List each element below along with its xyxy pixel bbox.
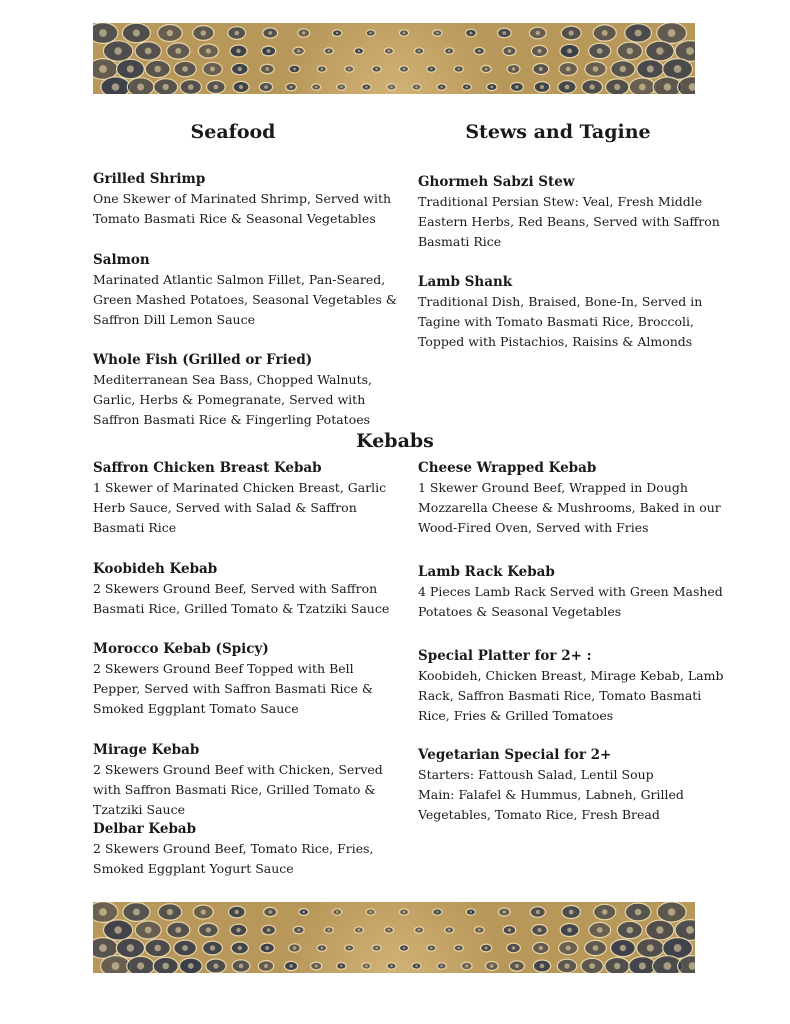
tile-dot xyxy=(478,929,481,932)
menu-item-cheese-wrapped-kebab xyxy=(418,458,721,538)
item-description xyxy=(418,478,721,538)
tile-dot xyxy=(403,68,405,70)
tile-dot xyxy=(647,66,654,73)
tile-dot xyxy=(567,928,572,933)
seafood-heading: Seafood xyxy=(190,121,276,143)
tile-dot xyxy=(239,964,244,969)
tile-dot xyxy=(239,85,243,89)
desc-line: Topped with Pistachios, Raisins & Almonds xyxy=(418,334,693,349)
tile-dot xyxy=(340,965,342,967)
tile-dot xyxy=(635,909,642,916)
tile-dot xyxy=(538,928,542,932)
kebabs-heading: Kebabs xyxy=(356,430,434,452)
desc-line: Traditional Persian Stew: Veal, Fresh Middle xyxy=(418,194,703,209)
tile-dot xyxy=(210,67,215,72)
item-name: Special Platter for 2+ : xyxy=(418,648,592,664)
menu-item-delbar-kebab xyxy=(93,819,374,879)
desc-line: One Skewer of Marinated Shrimp, Served with xyxy=(93,191,392,206)
desc-line: Wood-Fired Oven, Served with Fries xyxy=(418,520,649,535)
menu-item-mirage-kebab xyxy=(93,740,383,820)
tile-dot xyxy=(162,963,169,970)
tile-dot xyxy=(415,965,417,967)
tile-dot xyxy=(293,946,296,949)
tile-dot xyxy=(627,48,634,55)
tile-dot xyxy=(145,927,152,934)
item-description xyxy=(418,292,702,352)
tile-dot xyxy=(175,48,181,54)
tile-dot xyxy=(289,964,292,967)
tile-dot xyxy=(154,945,161,952)
tile-dot xyxy=(567,49,572,54)
tile-dot xyxy=(614,84,620,90)
tile-dot xyxy=(321,68,323,70)
tile-dot xyxy=(137,962,144,969)
tile-dot xyxy=(236,49,240,53)
desc-line: Main: Falafel & Hummus, Labneh, Grilled xyxy=(418,787,684,802)
desc-line: 4 Pieces Lamb Rack Served with Green Mashed xyxy=(418,584,723,599)
tile-dot xyxy=(206,48,211,53)
item-description xyxy=(93,189,391,229)
tile-dot xyxy=(415,86,417,88)
tile-dot xyxy=(358,929,360,931)
tile-dot xyxy=(639,84,646,91)
tile-dot xyxy=(589,963,595,969)
item-name: Morocco Kebab (Spicy) xyxy=(93,641,269,657)
tile-dot xyxy=(213,963,218,968)
tile-dot xyxy=(321,947,323,949)
tile-dot xyxy=(540,85,544,89)
desc-line: Tzatziki Sauce xyxy=(93,802,185,817)
tile-dot xyxy=(112,962,120,970)
tile-dot xyxy=(470,32,473,35)
item-description xyxy=(418,582,723,622)
tile-dot xyxy=(490,964,493,967)
tile-dot xyxy=(269,910,272,913)
tile-dot xyxy=(448,929,450,931)
tile-dot xyxy=(293,68,296,71)
desc-line: Green Mashed Potatoes, Seasonal Vegetables & xyxy=(93,292,397,307)
tile-dot xyxy=(403,947,405,949)
tile-dot xyxy=(114,47,122,55)
tile-dot xyxy=(614,963,620,969)
tile-dot xyxy=(515,964,519,968)
tile-dot xyxy=(536,31,540,35)
tile-dot xyxy=(182,66,188,72)
tile-dot xyxy=(569,30,574,35)
tile-dot xyxy=(328,50,330,52)
item-name: Delbar Kebab xyxy=(93,821,197,837)
tile-dot xyxy=(112,83,120,91)
desc-line: Tomato Basmati Rice & Seasonal Vegetables xyxy=(93,211,376,226)
desc-line: 2 Skewers Ground Beef Topped with Bell xyxy=(93,661,354,676)
tile-dot xyxy=(210,945,215,950)
tile-dot xyxy=(348,947,350,949)
tile-dot xyxy=(99,29,107,37)
tile-dot xyxy=(201,30,207,36)
desc-line: Smoked Eggplant Yogurt Sauce xyxy=(93,861,294,876)
desc-line: Koobideh, Chicken Breast, Mirage Kebab, Lamb xyxy=(418,668,724,683)
tile-dot xyxy=(686,926,694,934)
tile-dot xyxy=(365,86,367,88)
mosaic-pattern-top xyxy=(93,23,695,94)
tile-dot xyxy=(597,927,603,933)
tile-dot xyxy=(664,962,672,970)
tile-dot xyxy=(369,32,371,34)
tile-dot xyxy=(565,85,570,90)
tile-dot xyxy=(647,944,654,951)
tile-dot xyxy=(503,911,506,914)
tile-dot xyxy=(175,927,181,933)
desc-line: with Saffron Basmati Rice, Grilled Tomato & xyxy=(93,782,376,797)
tile-dot xyxy=(167,30,173,36)
tile-dot xyxy=(365,965,367,967)
tile-dot xyxy=(686,47,694,55)
menu-item-whole-fish xyxy=(93,350,372,430)
tile-dot xyxy=(589,84,594,89)
tile-dot xyxy=(537,49,541,53)
menu-item-saffron-chicken-kebab xyxy=(93,458,386,538)
tile-dot xyxy=(539,67,543,71)
tile-dot xyxy=(512,946,516,950)
tile-dot xyxy=(133,909,140,916)
tile-dot xyxy=(418,929,420,931)
tile-dot xyxy=(403,911,405,913)
tile-dot xyxy=(569,910,574,915)
tile-dot xyxy=(127,65,134,72)
tile-dot xyxy=(163,84,169,90)
tile-dot xyxy=(564,963,569,968)
menu-item-lamb-rack-kebab xyxy=(418,562,723,622)
tile-dot xyxy=(201,909,206,914)
tile-dot xyxy=(375,68,377,70)
tile-dot xyxy=(336,911,338,913)
menu-item-salmon xyxy=(93,250,397,330)
tile-dot xyxy=(264,85,268,89)
tile-dot xyxy=(440,965,442,967)
tile-dot xyxy=(127,944,134,951)
tile-dot xyxy=(418,50,420,52)
tile-dot xyxy=(539,946,543,950)
tile-dot xyxy=(328,929,330,931)
tile-dot xyxy=(540,964,545,969)
tile-dot xyxy=(154,66,161,73)
desc-line: Mediterranean Sea Bass, Chopped Walnuts, xyxy=(93,372,372,387)
tile-dot xyxy=(436,911,438,913)
tile-dot xyxy=(465,965,468,968)
menu-item-ghormeh-sabzi xyxy=(418,172,720,252)
tile-dot xyxy=(656,47,663,54)
item-name: Whole Fish (Grilled or Fried) xyxy=(93,352,313,368)
item-name: Grilled Shrimp xyxy=(93,171,206,187)
item-name: Lamb Rack Kebab xyxy=(418,564,555,580)
desc-line: Marinated Atlantic Salmon Fillet, Pan-Seared, xyxy=(93,272,386,287)
tile-dot xyxy=(490,86,493,89)
tile-dot xyxy=(597,48,603,54)
item-name: Salmon xyxy=(93,252,150,268)
tile-dot xyxy=(267,928,271,932)
tile-dot xyxy=(265,946,269,950)
desc-line: Garlic, Herbs & Pomegranate, Served with xyxy=(93,392,366,407)
tile-dot xyxy=(478,50,481,53)
item-description xyxy=(93,659,373,719)
tile-dot xyxy=(503,31,507,35)
tile-dot xyxy=(188,84,194,90)
desc-line: Potatoes & Seasonal Vegetables xyxy=(418,604,622,619)
tile-dot xyxy=(302,31,305,34)
tile-dot xyxy=(448,50,450,52)
item-name: Ghormeh Sabzi Stew xyxy=(418,174,575,190)
tile-dot xyxy=(566,946,571,951)
tile-dot xyxy=(635,30,642,37)
item-name: Cheese Wrapped Kebab xyxy=(418,460,597,476)
desc-line: 1 Skewer Ground Beef, Wrapped in Dough xyxy=(418,480,688,495)
tile-dot xyxy=(238,67,242,71)
tile-dot xyxy=(268,31,272,35)
tile-dot xyxy=(515,85,518,88)
stews-heading: Stews and Tagine xyxy=(465,121,651,143)
tile-dot xyxy=(267,49,271,53)
tile-dot xyxy=(508,928,511,931)
tile-dot xyxy=(236,928,240,932)
tile-dot xyxy=(566,67,571,72)
tile-dot xyxy=(602,909,608,915)
item-description xyxy=(418,192,720,252)
tile-dot xyxy=(390,965,392,967)
tile-dot xyxy=(265,67,269,71)
tile-dot xyxy=(388,50,390,52)
tile-dot xyxy=(214,85,219,90)
tile-dot xyxy=(593,66,599,72)
menu-item-morocco-kebab xyxy=(93,639,373,719)
desc-line: Basmati Rice xyxy=(93,520,177,535)
item-name: Lamb Shank xyxy=(418,274,513,290)
tile-dot xyxy=(512,67,515,70)
tile-dot xyxy=(639,963,646,970)
tile-dot xyxy=(620,945,626,951)
tile-dot xyxy=(182,945,188,951)
desc-line: Smoked Eggplant Tomato Sauce xyxy=(93,701,299,716)
tile-dot xyxy=(340,86,342,88)
tile-dot xyxy=(369,911,371,913)
desc-line: 2 Skewers Ground Beef, Served with Saffron xyxy=(93,581,378,596)
tile-dot xyxy=(137,84,144,91)
tile-dot xyxy=(458,68,460,70)
tile-dot xyxy=(145,48,152,55)
tile-dot xyxy=(536,910,540,914)
item-name: Koobideh Kebab xyxy=(93,561,218,577)
item-description xyxy=(418,765,684,825)
desc-line: Vegetables, Tomato Rice, Fresh Bread xyxy=(418,807,660,822)
desc-line: Mozzarella Cheese & Mushrooms, Baked in our xyxy=(418,500,721,515)
tile-dot xyxy=(99,908,107,916)
tile-dot xyxy=(485,68,488,71)
tile-dot xyxy=(668,908,676,916)
item-description xyxy=(418,666,723,726)
tile-dot xyxy=(315,86,317,88)
tile-dot xyxy=(403,32,405,34)
tile-dot xyxy=(664,83,671,90)
tile-dot xyxy=(290,86,293,89)
tile-dot xyxy=(315,965,318,968)
tile-dot xyxy=(668,29,676,37)
tile-dot xyxy=(114,926,122,934)
item-description xyxy=(93,760,383,820)
desc-line: Saffron Basmati Rice & Fingerling Potatoes xyxy=(93,412,371,427)
tile-dot xyxy=(466,86,468,88)
item-description xyxy=(93,370,372,430)
tile-dot xyxy=(436,32,438,34)
tile-dot xyxy=(627,927,634,934)
desc-line: 1 Skewer of Marinated Chicken Breast, Garlic xyxy=(93,480,387,495)
item-name: Saffron Chicken Breast Kebab xyxy=(93,460,322,476)
desc-line: Saffron Dill Lemon Sauce xyxy=(93,312,255,327)
menu-item-lamb-shank xyxy=(418,272,702,352)
tile-dot xyxy=(302,911,305,914)
tile-dot xyxy=(485,947,488,950)
tile-dot xyxy=(167,909,173,915)
tile-dot xyxy=(348,68,350,70)
tile-dot xyxy=(188,963,194,969)
tile-dot xyxy=(388,929,390,931)
item-name: Vegetarian Special for 2+ xyxy=(418,747,612,763)
menu-item-vegetarian-special xyxy=(418,745,684,825)
tile-dot xyxy=(235,31,240,36)
tile-dot xyxy=(238,946,242,950)
item-description xyxy=(93,579,389,619)
tile-dot xyxy=(375,947,377,949)
tile-dot xyxy=(593,945,599,951)
menu-item-special-platter xyxy=(418,646,723,726)
top-tile-banner xyxy=(93,23,695,94)
bottom-tile-banner xyxy=(93,902,695,973)
desc-line: Basmati Rice, Grilled Tomato & Tzatziki Sauce xyxy=(93,601,390,616)
tile-dot xyxy=(264,964,268,968)
desc-line: Eastern Herbs, Red Beans, Served with Saffron xyxy=(418,214,720,229)
tile-dot xyxy=(358,50,360,52)
tile-dot xyxy=(602,30,608,36)
tile-dot xyxy=(620,66,626,72)
tile-dot xyxy=(674,944,682,952)
item-description xyxy=(93,270,397,330)
tile-dot xyxy=(430,68,432,70)
item-description xyxy=(93,478,386,538)
desc-line: Pepper, Served with Saffron Basmati Rice & xyxy=(93,681,373,696)
tile-dot xyxy=(336,32,338,34)
desc-line: Starters: Fattoush Salad, Lentil Soup xyxy=(418,767,654,782)
desc-line: 2 Skewers Ground Beef with Chicken, Served xyxy=(93,762,383,777)
tile-dot xyxy=(235,910,239,914)
desc-line: Herb Sauce, Served with Salad & Saffron xyxy=(93,500,357,515)
desc-line: Basmati Rice xyxy=(418,234,502,249)
tile-dot xyxy=(656,926,663,933)
desc-line: Rack, Saffron Basmati Rice, Tomato Basmati xyxy=(418,688,702,703)
tile-dot xyxy=(99,944,107,952)
menu-item-koobideh-kebab xyxy=(93,559,389,619)
desc-line: 2 Skewers Ground Beef, Tomato Rice, Fries, xyxy=(93,841,374,856)
tile-dot xyxy=(430,947,432,949)
tile-dot xyxy=(390,86,392,88)
tile-dot xyxy=(133,29,140,36)
tile-dot xyxy=(206,927,211,932)
tile-dot xyxy=(508,49,511,52)
mosaic-pattern-bottom xyxy=(93,902,695,973)
desc-line: Traditional Dish, Braised, Bone-In, Served in xyxy=(418,294,703,309)
tile-dot xyxy=(99,65,107,73)
tile-dot xyxy=(440,86,442,88)
tile-dot xyxy=(297,929,300,932)
tile-dot xyxy=(470,911,472,913)
desc-line: Rice, Fries & Grilled Tomatoes xyxy=(418,708,614,723)
desc-line: Tagine with Tomato Basmati Rice, Broccoli, xyxy=(418,314,694,329)
item-description xyxy=(93,839,374,879)
item-name: Mirage Kebab xyxy=(93,742,200,758)
tile-dot xyxy=(458,947,460,949)
tile-dot xyxy=(674,65,682,73)
tile-dot xyxy=(297,50,300,53)
menu-item-grilled-shrimp xyxy=(93,169,391,229)
